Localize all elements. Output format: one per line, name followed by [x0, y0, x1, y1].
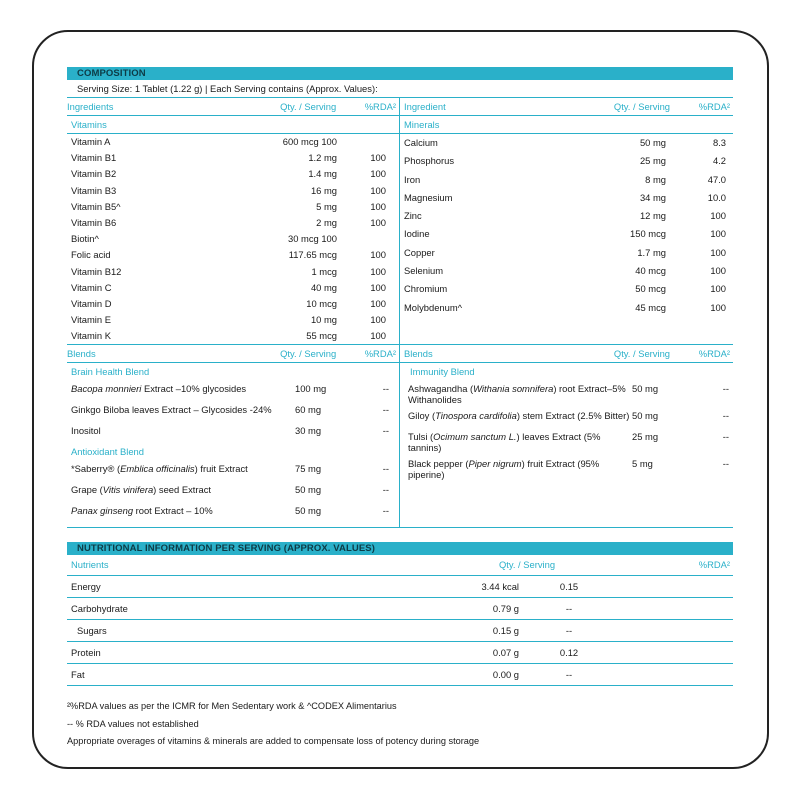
- ingredient-name: Zinc: [404, 210, 422, 222]
- vitamin-row: [67, 199, 399, 215]
- ingredient-name: Molybdenum^: [404, 301, 463, 313]
- ingredient-name: Vitamin E: [71, 314, 111, 326]
- blend-rda: --: [722, 431, 729, 443]
- ingredient-name: Vitamin B1: [71, 152, 117, 164]
- botanical-name: Ocimum sanctum L.: [433, 431, 517, 443]
- mineral-row: [400, 299, 733, 317]
- name-prefix: Ashwagandha (: [408, 383, 474, 395]
- blend-ingredient-name: [67, 383, 295, 399]
- ingredient-rda: 100: [370, 281, 386, 293]
- footnote-rda: ²%RDA values as per the ICMR for Men Sedentary work & ^CODEX Alimentarius: [67, 701, 397, 712]
- name-suffix: Ginkgo Biloba leaves Extract – Glycosides -24%: [71, 404, 272, 416]
- blend-row: [67, 401, 399, 422]
- immunity-blend-list: [400, 380, 733, 482]
- brain-blend-label: Brain Health Blend: [71, 366, 150, 378]
- nutrient-rda: [619, 576, 731, 597]
- blend-rda: --: [382, 404, 389, 416]
- footnote-overages: Appropriate overages of vitamins & minerals are added to compensate loss of potency during storage: [67, 736, 480, 747]
- ingredient-name: Vitamin B6: [71, 216, 117, 228]
- brain-blend-list: [67, 380, 399, 443]
- vitamin-row: [67, 280, 399, 296]
- mineral-row: [400, 189, 733, 207]
- ingredient-qty: 45 mcg: [635, 301, 666, 313]
- ingredient-qty: 150 mcg: [630, 228, 666, 240]
- name-suffix: root Extract – 10%: [133, 505, 213, 517]
- blends-right: [400, 345, 733, 527]
- nutrient-rda: [619, 664, 731, 685]
- vitamin-row: [67, 231, 399, 247]
- ingredient-name: Biotin^: [71, 233, 99, 245]
- blends-columns: [67, 344, 733, 528]
- minerals-list: [400, 134, 733, 317]
- ingredient-rda: 100: [370, 168, 386, 180]
- ingredient-name: Calcium: [404, 137, 438, 148]
- right-header: [400, 98, 733, 116]
- botanical-name: Withania somnifera: [473, 383, 554, 395]
- ingredient-name: Vitamin C: [71, 281, 112, 293]
- blend-row: [400, 455, 733, 482]
- name-prefix: Black pepper (: [408, 458, 469, 470]
- ingredient-name: Vitamin B3: [71, 184, 117, 196]
- name-suffix: ) seed Extract: [153, 484, 212, 496]
- blend-qty: 25 mg: [632, 431, 659, 443]
- botanical-name: Emblica officinalis: [120, 463, 195, 475]
- ingredient-rda: 4.2: [712, 155, 726, 167]
- nutrient-qty: 0.15 g: [492, 625, 519, 637]
- header-rda: %RDA²: [364, 348, 396, 360]
- ingredient-qty: 600 mcg 100: [282, 136, 337, 147]
- footnote-not-established: -- % RDA values not established: [67, 718, 199, 729]
- ingredient-rda: 8.3: [712, 137, 726, 148]
- ingredient-qty: 50 mcg: [635, 283, 666, 295]
- mineral-row: [400, 280, 733, 298]
- left-column: [67, 98, 400, 344]
- vitamin-row: [67, 312, 399, 328]
- blend-rda: --: [722, 410, 729, 422]
- nutrient-row: [67, 664, 733, 686]
- ingredient-qty: 8 mg: [645, 173, 666, 185]
- ingredient-name: Magnesium: [404, 191, 453, 203]
- botanical-name: Tinospora cardifolia: [435, 410, 517, 422]
- header-ingredients: Ingredients: [67, 101, 114, 112]
- footnotes: [67, 698, 733, 751]
- ingredient-rda: 100: [370, 200, 386, 212]
- header-qty: Qty. / Serving: [280, 101, 337, 112]
- header-rda: %RDA²: [698, 348, 730, 360]
- serving-size: Serving Size: 1 Tablet (1.22 g) | Each Serving contains (Approx. Values):: [77, 83, 378, 94]
- ingredient-name: Iron: [404, 173, 421, 185]
- nutrient-rda: [619, 642, 731, 663]
- ingredient-qty: 2 mg: [316, 216, 337, 228]
- ingredient-rda: 100: [710, 265, 726, 277]
- ingredient-name: Copper: [404, 246, 435, 258]
- nutrient-row: [67, 642, 733, 664]
- blend-qty: 50 mg: [632, 383, 659, 395]
- header-rda: %RDA²: [364, 101, 396, 112]
- blend-row: [67, 460, 399, 481]
- ingredient-rda: 100: [710, 246, 726, 258]
- blend-qty: 50 mg: [295, 484, 322, 496]
- mineral-row: [400, 262, 733, 280]
- ingredient-name: Vitamin B2: [71, 168, 117, 180]
- botanical-name: Vitis vinifera: [102, 484, 154, 496]
- ingredient-name: Iodine: [404, 228, 430, 240]
- nutrient-name: Fat: [71, 669, 85, 681]
- blend-ingredient-name: [400, 431, 632, 453]
- blend-rda: --: [382, 484, 389, 496]
- blend-qty: 30 mg: [295, 425, 322, 437]
- nutrient-row: [67, 598, 733, 620]
- ingredient-name: Phosphorus: [404, 155, 455, 167]
- ingredient-name: Vitamin B12: [71, 265, 122, 277]
- mineral-row: [400, 171, 733, 189]
- ingredient-name: Chromium: [404, 283, 448, 295]
- ingredient-rda: 100: [370, 314, 386, 326]
- nutrient-name: Sugars: [77, 625, 107, 637]
- ingredient-qty: 117.65 mcg: [288, 249, 337, 261]
- ingredient-rda: 100: [370, 297, 386, 309]
- nutrient-name: Protein: [71, 647, 101, 659]
- nutrient-qty: 3.44 kcal: [481, 581, 519, 593]
- blend-rda: --: [382, 425, 389, 437]
- ingredient-rda: 100: [710, 301, 726, 313]
- immunity-blend-label: Immunity Blend: [410, 366, 475, 378]
- mineral-row: [400, 152, 733, 170]
- blend-row: [67, 380, 399, 401]
- ingredient-qty: 16 mg: [310, 184, 337, 196]
- ingredient-rda: 10.0: [707, 191, 726, 203]
- nutrition-title: NUTRITIONAL INFORMATION PER SERVING (APPROX. VALUES): [67, 542, 733, 555]
- header-nutrients: Nutrients: [71, 559, 109, 571]
- botanical-name: Panax ginseng: [71, 505, 134, 517]
- blend-ingredient-name: [67, 404, 295, 420]
- vitamin-row: [67, 296, 399, 312]
- vitamin-row: [67, 183, 399, 199]
- blend-ingredient-name: [400, 458, 632, 480]
- ingredient-rda: [337, 134, 389, 150]
- blend-rda: --: [382, 463, 389, 475]
- left-header: [67, 98, 399, 116]
- blend-row: [67, 502, 399, 523]
- nutrient-rda-value: 0.12: [559, 647, 579, 659]
- antioxidant-blend-label: Antioxidant Blend: [71, 446, 144, 458]
- blend-qty: 100 mg: [295, 383, 327, 395]
- ingredient-qty: 40 mcg: [635, 265, 666, 277]
- ingredient-rda: 100: [370, 330, 386, 342]
- name-prefix: *Saberry® (: [71, 463, 121, 475]
- minerals-label: Minerals: [400, 116, 733, 134]
- ingredient-qty: 34 mg: [639, 191, 666, 203]
- name-suffix: ) fruit Extract: [194, 463, 248, 475]
- ingredient-qty: 12 mg: [639, 210, 666, 222]
- ingredient-name: Selenium: [404, 265, 444, 277]
- mineral-row: [400, 134, 733, 152]
- composition-columns: [67, 97, 733, 344]
- name-suffix: Extract –10% glycosides: [141, 383, 247, 395]
- nutrient-name: Carbohydrate: [71, 603, 128, 615]
- ingredient-rda: 100: [370, 184, 386, 196]
- ingredient-rda: 100: [370, 216, 386, 228]
- name-suffix: ) fruit Extract (95% piperine): [408, 458, 600, 481]
- mineral-row: [400, 225, 733, 243]
- ingredient-rda: 100: [710, 210, 726, 222]
- antioxidant-blend-list: [67, 460, 399, 523]
- blend-qty: 50 mg: [632, 410, 659, 422]
- nutrition-section: [67, 542, 733, 686]
- vitamin-row: [67, 328, 399, 344]
- ingredient-qty: 10 mcg: [306, 297, 337, 309]
- header-qty: Qty. / Serving: [613, 348, 670, 360]
- name-prefix: Grape (: [71, 484, 103, 496]
- ingredient-rda: 100: [710, 228, 726, 240]
- header-blends: Blends: [404, 348, 433, 360]
- ingredient-name: Vitamin B5^: [71, 200, 121, 212]
- vitamin-row: [67, 215, 399, 231]
- ingredient-rda: 100: [370, 249, 386, 261]
- blend-rda: --: [722, 383, 729, 395]
- blend-rda: --: [382, 505, 389, 517]
- blend-ingredient-name: [67, 463, 295, 479]
- ingredient-qty: 1.7 mg: [637, 246, 666, 258]
- vitamin-row: [67, 247, 399, 263]
- vitamins-list: [67, 134, 399, 344]
- ingredient-rda: 100: [370, 265, 386, 277]
- ingredient-rda: 100: [710, 283, 726, 295]
- header-rda: %RDA²: [698, 559, 730, 571]
- header-blends: Blends: [67, 348, 96, 360]
- header-rda: %RDA²: [698, 101, 730, 112]
- name-prefix: Giloy (: [408, 410, 436, 422]
- nutrition-rows: [67, 576, 733, 686]
- ingredient-qty: 5 mg: [316, 200, 337, 212]
- blend-ingredient-name: [400, 410, 632, 426]
- name-suffix: ) root Extract–5% Withanolides: [408, 383, 626, 406]
- vitamin-row: [67, 150, 399, 166]
- nutrient-row: [67, 576, 733, 598]
- ingredient-qty: 1 mcg: [311, 265, 337, 277]
- vitamin-row: [67, 134, 399, 150]
- nutrient-qty: 0.07 g: [492, 647, 519, 659]
- ingredient-qty: 50 mg: [639, 137, 666, 148]
- header-qty: Qty. / Serving: [613, 101, 670, 112]
- ingredient-name: Vitamin K: [71, 330, 111, 342]
- mineral-row: [400, 244, 733, 262]
- blend-qty: 50 mg: [295, 505, 322, 517]
- ingredient-qty: 40 mg: [310, 281, 337, 293]
- ingredient-qty: 1.2 mg: [308, 152, 337, 164]
- header-qty: Qty. / Serving: [280, 348, 337, 360]
- nutrient-rda: [619, 598, 731, 619]
- blend-rda: --: [722, 458, 729, 470]
- ingredient-name: Folic acid: [71, 249, 111, 261]
- name-suffix: Inositol: [71, 425, 101, 437]
- blend-qty: 60 mg: [295, 404, 322, 416]
- blend-row: [67, 422, 399, 443]
- nutrition-header: [67, 555, 733, 576]
- header-ingredient: Ingredient: [404, 101, 446, 112]
- ingredient-qty: 30 mcg 100: [288, 233, 337, 245]
- nutrient-row: [67, 620, 733, 642]
- nutrient-rda-value: --: [565, 669, 573, 681]
- nutrient-rda: [619, 620, 731, 641]
- botanical-name: Piper nigrum: [468, 458, 522, 470]
- mineral-row: [400, 207, 733, 225]
- name-suffix: ) leaves Extract (5% tannins): [408, 431, 601, 454]
- ingredient-qty: 25 mg: [639, 155, 666, 167]
- blend-ingredient-name: [67, 425, 295, 441]
- blend-qty: 75 mg: [295, 463, 322, 475]
- ingredient-name: Vitamin D: [71, 297, 112, 309]
- name-prefix: Tulsi (: [408, 431, 434, 443]
- header-serving: Qty. / Serving: [498, 559, 556, 571]
- vitamins-label: Vitamins: [67, 116, 399, 134]
- composition-panel: [67, 67, 733, 751]
- blend-ingredient-name: [67, 505, 295, 521]
- ingredient-qty: 10 mg: [310, 314, 337, 326]
- blend-qty: 5 mg: [632, 458, 653, 470]
- blend-ingredient-name: [67, 484, 295, 500]
- blend-row: [400, 428, 733, 455]
- name-suffix: ) stem Extract (2.5% Bitter): [516, 410, 630, 422]
- nutrient-rda-value: --: [565, 603, 573, 615]
- vitamin-row: [67, 166, 399, 182]
- composition-title: COMPOSITION: [67, 67, 733, 80]
- nutrient-rda-value: 0.15: [559, 581, 579, 593]
- ingredient-name: Vitamin A: [71, 136, 111, 147]
- ingredient-rda: 100: [370, 152, 386, 164]
- blend-rda: --: [382, 383, 389, 395]
- nutrient-name: Energy: [71, 581, 101, 593]
- nutrient-qty: 0.79 g: [492, 603, 519, 615]
- ingredient-qty: 1.4 mg: [308, 168, 337, 180]
- nutrient-qty: 0.00 g: [492, 669, 519, 681]
- blend-row: [67, 481, 399, 502]
- right-column: [400, 98, 733, 344]
- blends-left: [67, 345, 400, 527]
- ingredient-rda: 47.0: [707, 173, 726, 185]
- nutrient-rda-value: --: [565, 625, 573, 637]
- ingredient-qty: 55 mcg: [306, 330, 337, 342]
- ingredient-rda: [337, 231, 389, 247]
- botanical-name: Bacopa monnieri: [71, 383, 142, 395]
- blend-row: [400, 407, 733, 428]
- blend-row: [400, 380, 733, 407]
- blends-header-left: [67, 345, 399, 363]
- blend-ingredient-name: [400, 383, 632, 405]
- vitamin-row: [67, 264, 399, 280]
- blends-header-right: [400, 345, 733, 363]
